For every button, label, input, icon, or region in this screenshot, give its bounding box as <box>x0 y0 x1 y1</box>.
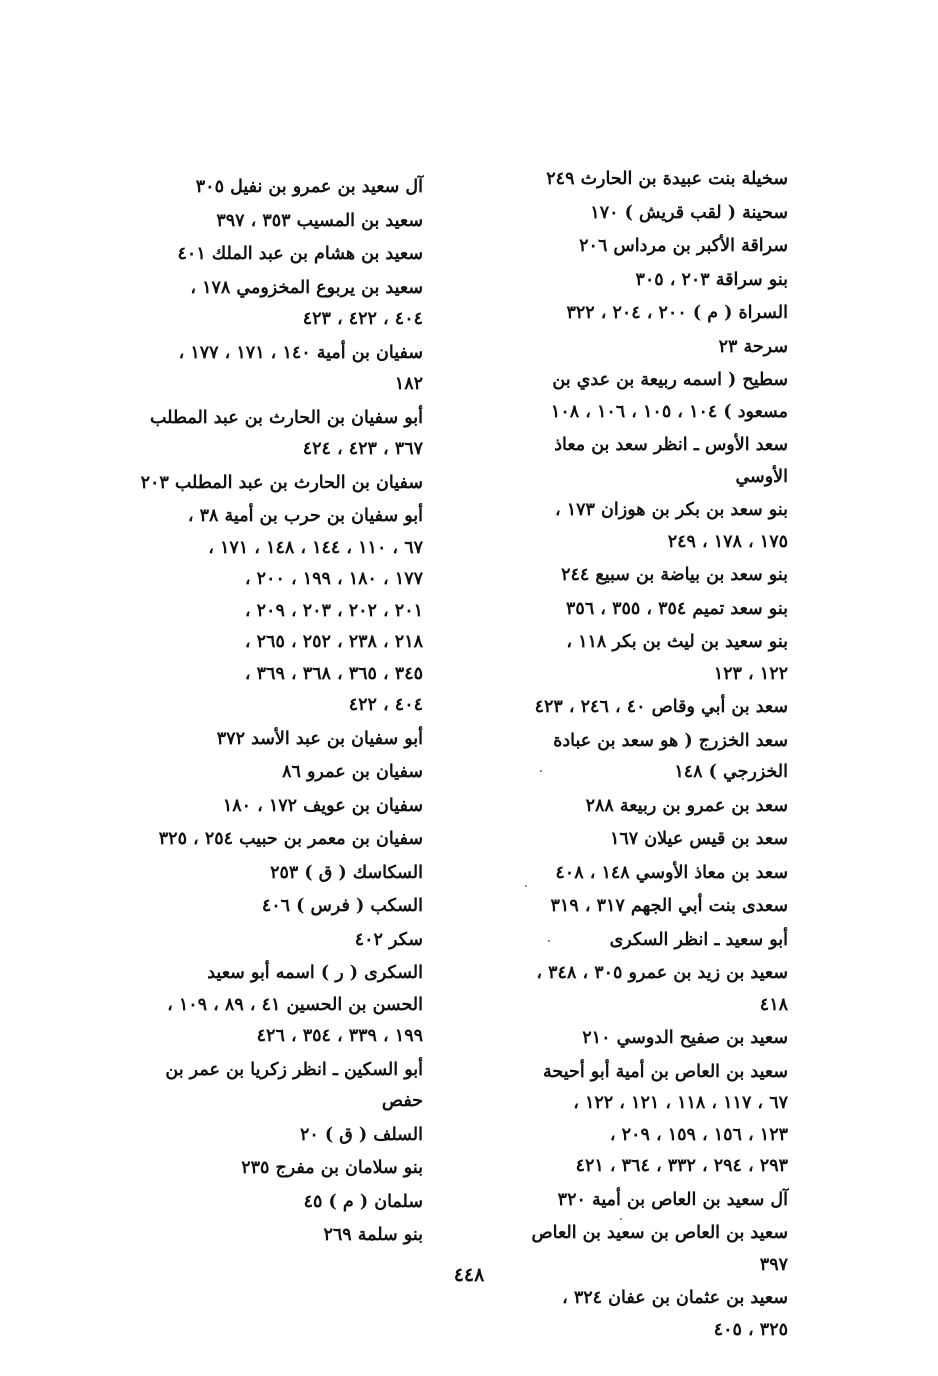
index-entry <box>498 858 788 890</box>
entry-continuation: ٣٩٧ <box>759 1254 788 1275</box>
entry-heading: سعد الخزرج ( هو سعد بن عبادة <box>553 730 788 751</box>
index-entry <box>138 958 423 1053</box>
scan-speck <box>540 770 542 772</box>
page-number: ٤٤٨ <box>453 1264 485 1286</box>
entry-heading: سطيح ( اسمه ربيعة بن عدي بن <box>552 370 788 390</box>
index-entry <box>498 791 788 823</box>
entry-continuation: ٣٢٥ ، ٤٠٥ <box>713 1319 788 1340</box>
index-entry <box>138 1187 423 1219</box>
index-column-right <box>498 164 788 1348</box>
index-entry <box>498 925 788 957</box>
entry-heading: سعدى بنت أبي الجهم ٣١٧ ، ٣١٩ <box>550 896 788 916</box>
index-entry <box>498 298 788 330</box>
entry-continuation: ٤٠٤ ، ٤٢٢ <box>348 695 423 715</box>
entry-continuation: مسعود ) ١٠٤ ، ١٠٥ ، ١٠٦ ، ١٠٨ <box>550 401 788 422</box>
entry-continuation: ٢٩٣ ، ٢٩٤ ، ٣٣٢ ، ٣٦٤ ، ٤٢١ <box>575 1156 788 1176</box>
index-entry <box>138 1120 423 1152</box>
index-entry <box>498 891 788 923</box>
index-entry <box>498 495 788 558</box>
entry-continuation: ٦٧ ، ١١٠ ، ١٤٤ ، ١٤٨ ، ١٧١ ، <box>208 537 423 558</box>
entry-heading: السكب ( فرس ) ٤٠٦ <box>261 896 423 916</box>
index-entry <box>498 1057 788 1183</box>
entry-continuation: حفص <box>381 1091 423 1111</box>
entry-heading: آل سعيد بن العاص بن أمية ٣٢٠ <box>557 1189 788 1210</box>
entry-heading: بنو سراقة ٢٠٣ ، ٣٠٥ <box>635 269 788 290</box>
entry-heading: سرحة ٢٣ <box>718 336 788 357</box>
entry-heading: أبو السكين ـ انظر زكريا بن عمر بن <box>165 1059 423 1080</box>
index-entry <box>498 265 788 297</box>
index-entry <box>498 958 788 1021</box>
index-entry <box>498 560 788 592</box>
entry-heading: سعيد بن المسيب ٣٥٣ ، ٣٩٧ <box>216 210 423 231</box>
index-entry <box>138 824 423 856</box>
entry-continuation: الحسن بن الحسين ٤١ ، ٨٩ ، ١٠٩ ، <box>167 994 423 1015</box>
entry-heading: أبو سعيد ـ انظر السكرى <box>609 929 788 950</box>
entry-heading: سعد بن عمرو بن ربيعة ٢٨٨ <box>585 795 788 816</box>
scan-speck <box>620 1218 622 1220</box>
index-entry <box>498 365 788 428</box>
entry-heading: بنو سلمة ٢٦٩ <box>323 1225 423 1245</box>
index-entry <box>138 1153 423 1185</box>
entry-heading: سعد بن أبي وقاص ٤٠ ، ٢٤٦ ، ٤٢٣ <box>534 697 788 717</box>
index-entry <box>138 468 423 500</box>
index-entry <box>498 164 788 196</box>
index-entry <box>498 692 788 724</box>
entry-continuation: ٦٧ ، ١١٧ ، ١١٨ ، ١٢١ ، ١٢٢ ، <box>573 1093 788 1113</box>
index-entry <box>138 1220 423 1252</box>
entry-heading: سعد الأوس ـ انظر سعد بن معاذ الأوسي <box>554 435 788 487</box>
entry-heading: سعيد بن العاص بن سعيد بن العاص <box>531 1223 788 1243</box>
entry-heading: سعيد بن يربوع المخزومي ١٧٨ ، <box>190 277 423 298</box>
entry-heading: أبو سفيان بن حرب بن أمية ٣٨ ، <box>187 506 423 526</box>
entry-continuation: ٣٦٧ ، ٤٢٣ ، ٤٢٤ <box>302 439 423 459</box>
entry-continuation: ٤١٨ <box>759 994 788 1015</box>
entry-continuation: ١٨٢ <box>394 374 423 394</box>
index-entry <box>138 239 423 271</box>
entry-heading: بنو سعيد بن ليث بن بكر ١١٨ ، <box>566 632 788 652</box>
index-entry <box>498 231 788 263</box>
index-entry <box>498 1283 788 1346</box>
index-entry <box>498 198 788 230</box>
index-entry <box>138 338 423 401</box>
index-entry <box>138 1055 423 1118</box>
entry-continuation: ١٧٥ ، ١٧٨ ، ٢٤٩ <box>667 531 788 552</box>
entry-heading: سفيان بن عمرو ٨٦ <box>282 762 423 782</box>
entry-continuation: ١٢٢ ، ١٢٣ <box>713 663 788 684</box>
entry-continuation: ٢١٨ ، ٢٣٨ ، ٢٥٢ ، ٢٦٥ ، <box>244 632 423 652</box>
index-entry <box>498 594 788 626</box>
entry-heading: السلف ( ق ) ٢٠ <box>299 1124 423 1145</box>
entry-heading: بنو سعد بن بكر بن هوزان ١٧٣ ، <box>555 500 788 520</box>
index-entry <box>498 1185 788 1217</box>
index-entry <box>498 332 788 364</box>
entry-heading: سراقة الأكبر بن مرداس ٢٠٦ <box>579 236 788 256</box>
entry-heading: سلمان ( م ) ٤٥ <box>303 1191 423 1212</box>
index-column-left <box>138 172 423 1254</box>
entry-heading: سعيد بن هشام بن عبد الملك ٤٠١ <box>177 244 423 264</box>
scan-speck <box>548 940 550 942</box>
entry-heading: بنو سلامان بن مفرج ٢٣٥ <box>241 1158 423 1178</box>
index-entry <box>498 726 788 789</box>
entry-continuation: ٣٤٥ ، ٣٦٥ ، ٣٦٨ ، ٣٦٩ ، <box>244 663 423 684</box>
entry-continuation: الخزرجي ) ١٤٨ <box>674 762 788 782</box>
index-entry <box>138 501 423 722</box>
index-entry <box>138 791 423 823</box>
entry-heading: سكر ٤٠٢ <box>354 929 423 950</box>
entry-heading: بنو سعد تميم ٣٥٤ ، ٣٥٥ ، ٣٥٦ <box>566 598 788 619</box>
entry-heading: السكرى ( ر ) اسمه أبو سعيد <box>207 963 423 983</box>
entry-heading: سفيان بن عويف ١٧٢ ، ١٨٠ <box>222 795 423 816</box>
scan-speck <box>525 885 527 887</box>
entry-continuation: ٢٠١ ، ٢٠٢ ، ٢٠٣ ، ٢٠٩ ، <box>244 600 423 621</box>
entry-continuation: ١٧٧ ، ١٨٠ ، ١٩٩ ، ٢٠٠ ، <box>244 569 423 589</box>
entry-heading: سعيد بن العاص بن أمية أبو أحيحة <box>543 1061 788 1082</box>
entry-heading: سعد بن معاذ الأوسي ١٤٨ ، ٤٠٨ <box>555 862 788 883</box>
entry-heading: سعيد بن صفيح الدوسي ٢١٠ <box>582 1028 788 1048</box>
index-entry <box>138 925 423 957</box>
entry-heading: سعد بن قيس عيلان ١٦٧ <box>609 829 788 849</box>
entry-continuation: ١٢٣ ، ١٥٦ ، ١٥٩ ، ٢٠٩ ، <box>609 1124 788 1145</box>
entry-heading: آل سعيد بن عمرو بن نفيل ٣٠٥ <box>195 177 423 197</box>
entry-heading: السراة ( م ) ٢٠٠ ، ٢٠٤ ، ٣٢٢ <box>566 303 788 323</box>
entry-heading: بنو سعد بن بياضة بن سبيع ٢٤٤ <box>561 565 788 585</box>
entry-continuation: ١٩٩ ، ٣٣٩ ، ٣٥٤ ، ٤٢٦ <box>256 1026 423 1046</box>
index-entry <box>138 273 423 336</box>
entry-continuation: ٤٠٤ ، ٤٢٢ ، ٤٢٣ <box>302 309 423 329</box>
entry-heading: أبو سفيان بن الحارث بن عبد المطلب <box>150 407 423 428</box>
entry-heading: سخيلة بنت عبيدة بن الحارث ٢٤٩ <box>546 169 788 189</box>
index-entry <box>138 206 423 238</box>
entry-heading: أبو سفيان بن عبد الأسد ٣٧٢ <box>216 728 423 749</box>
index-entry <box>138 757 423 789</box>
index-entry <box>498 824 788 856</box>
entry-heading: سعيد بن زيد بن عمرو ٣٠٥ ، ٣٤٨ ، <box>536 963 788 983</box>
entry-heading: سفيان بن الحارث بن عبد المطلب ٢٠٣ <box>140 472 423 493</box>
index-entry <box>498 627 788 690</box>
entry-heading: سحينة ( لقب قريش ) ١٧٠ <box>590 202 788 223</box>
index-entry <box>138 172 423 204</box>
index-entry <box>138 891 423 923</box>
entry-heading: سفيان بن معمر بن حبيب ٢٥٤ ، ٣٢٥ <box>158 829 423 849</box>
index-entry <box>498 430 788 493</box>
index-entry <box>138 858 423 890</box>
index-entry <box>138 403 423 466</box>
index-entry <box>138 724 423 756</box>
entry-heading: سعيد بن عثمان بن عفان ٣٢٤ ، <box>562 1288 788 1308</box>
entry-heading: السكاسك ( ق ) ٢٥٣ <box>270 862 423 883</box>
index-entry <box>498 1023 788 1055</box>
entry-heading: سفيان بن أمية ١٤٠ ، ١٧١ ، ١٧٧ ، <box>178 342 423 363</box>
